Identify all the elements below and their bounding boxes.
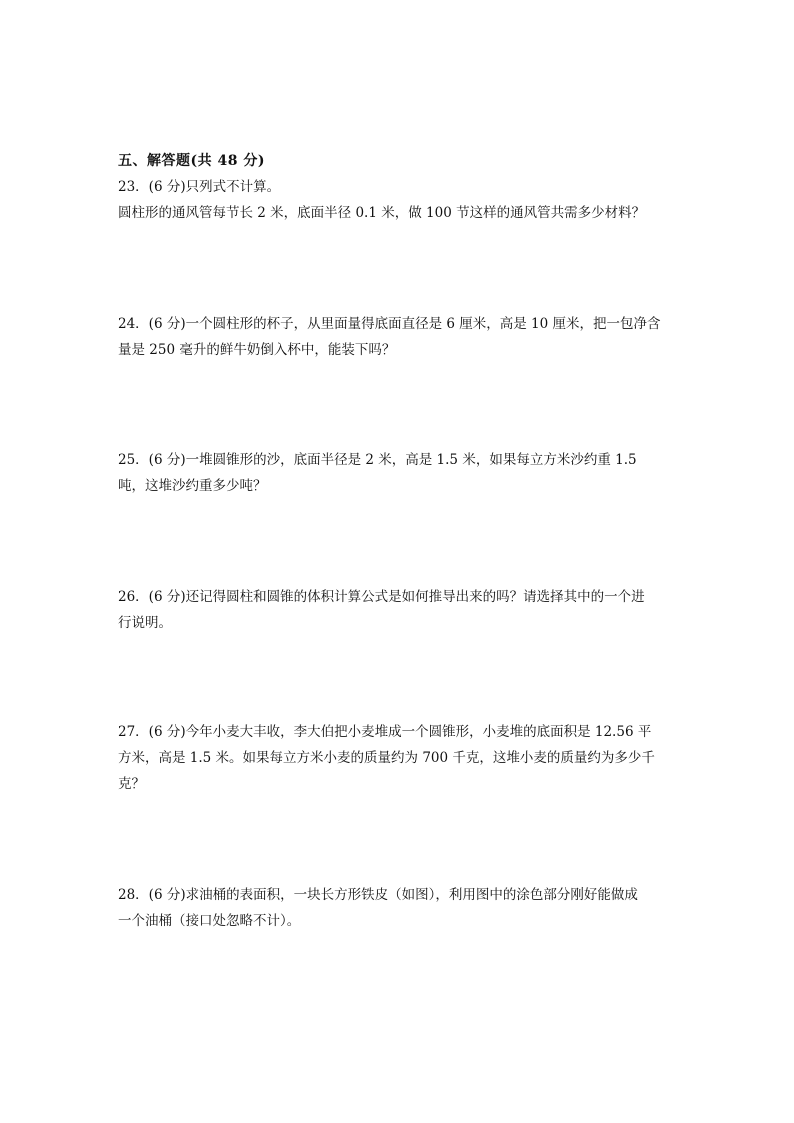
question-line: 行说明。 (118, 615, 172, 631)
question-25 (118, 447, 678, 499)
question-line: 23．(6 分)只列式不计算。 (118, 179, 281, 195)
question-27 (118, 719, 678, 797)
question-line: 圆柱形的通风管每节长 2 米，底面半径 0.1 米，做 100 节这样的通风管共需多少材料？ (118, 205, 646, 221)
question-line: 方米，高是 1.5 米。如果每立方米小麦的质量约为 700 千克，这堆小麦的质量约为多少千 (118, 750, 655, 766)
question-24 (118, 311, 678, 363)
question-line: 量是 250 毫升的鲜牛奶倒入杯中，能装下吗？ (118, 342, 396, 358)
question-26 (118, 584, 678, 636)
question-line: 26．(6 分)还记得圆柱和圆锥的体积计算公式是如何推导出来的吗？请选择其中的一个进 (118, 589, 645, 605)
question-line: 克？ (118, 776, 145, 792)
question-line: 28．(6 分)求油桶的表面积，一块长方形铁皮（如图），利用图中的涂色部分刚好能做成 (118, 887, 638, 903)
section-title: 五、解答题(共 48 分) (118, 153, 265, 169)
question-line: 吨，这堆沙约重多少吨？ (118, 478, 267, 494)
question-28 (118, 882, 678, 934)
question-line: 一个油桶（接口处忽略不计）。 (118, 913, 301, 929)
question-line: 25．(6 分)一堆圆锥形的沙，底面半径是 2 米，高是 1.5 米，如果每立方米沙约重 1.5 (118, 452, 637, 468)
question-line: 27．(6 分)今年小麦大丰收，李大伯把小麦堆成一个圆锥形，小麦堆的底面积是 12.56 平 (118, 724, 652, 740)
question-line: 24．(6 分)一个圆柱形的杯子，从里面量得底面直径是 6 厘米，高是 10 厘米，把一包净含 (118, 316, 661, 332)
question-23 (118, 174, 678, 226)
